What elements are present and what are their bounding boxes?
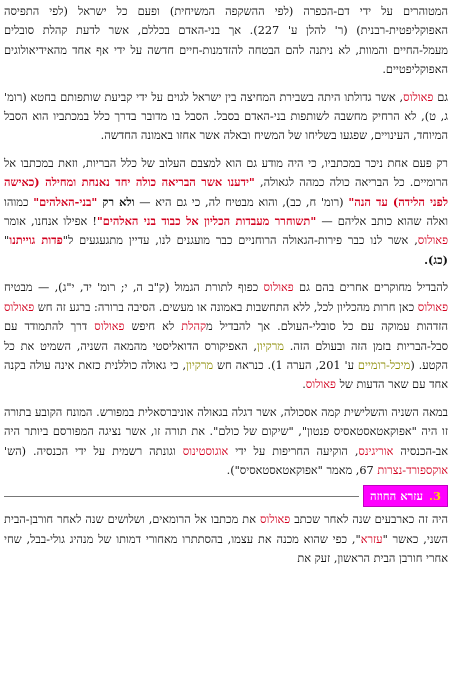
text-run: כמוהו ואלה שהוא כותב אליהם — <box>4 195 448 229</box>
text-run: , אשר לנו כבר פירות-הגאולה הרוחניים כבר מועגנים לנו, עדיין מתגעגעים ל" <box>62 234 418 248</box>
highlighted-term: מרקיון <box>256 339 284 353</box>
text-run: . <box>302 378 306 392</box>
body-text <box>4 2 448 480</box>
section-rule <box>4 496 359 497</box>
text-run: ע' 201, הערה 1). כנראה חש <box>213 358 358 372</box>
highlighted-term: אוגוסטינוס <box>182 444 229 458</box>
section-header <box>4 486 448 506</box>
section-title: עזרא החוזה <box>370 489 423 504</box>
section-number: 3. <box>428 489 441 504</box>
highlighted-term: פאולוס <box>305 378 336 392</box>
highlighted-term: פאולוס <box>94 320 125 334</box>
text-run: , כי גאולה כוללנית כזאת אינה עולה בקנה אחד עם שאר הדעות של <box>4 358 448 392</box>
paragraph <box>4 403 448 481</box>
highlighted-term: פאולוס <box>263 281 294 295</box>
text-run: רק פעם אחת ניכר במכתביו, כי היה מודע גם הוא למצבם העלוב של כלל הבריות, וזאת במכתבו אל הרומיים. כל הבריאה כולה כמהה לגאולה, <box>4 156 448 190</box>
text-run: וגונתה רשמית על ידי הכנסיה. (הש' <box>4 444 183 458</box>
highlighted-term: פדות גוייתנו <box>9 233 63 248</box>
highlighted-term: מיכל-רומיים <box>357 358 411 372</box>
paragraph <box>4 154 448 270</box>
text-run: ולא רק <box>97 194 135 209</box>
text-run: ", כפי שהוא מכנה את עצמו, בהסתתרו מאחורי דמותו של מנהיג גולי-בבל, שחי אחרי חורבן הבית הראשון, זעק את <box>4 532 448 566</box>
text-run: 67, מאמר "אפוקאטאסטאסיס"). <box>226 463 378 477</box>
highlighted-term: מרקיון <box>186 358 214 372</box>
highlighted-term: עזרא <box>360 532 383 546</box>
highlighted-term: פאולוס <box>417 234 448 248</box>
highlighted-term: פאולוס <box>260 513 291 527</box>
highlighted-term: "בני-האלהים" <box>33 194 98 209</box>
paragraph <box>4 278 448 394</box>
text-run: , אשר גדולתו היתה בשבירת המחיצה בין ישראל לגוים על ידי קביעת שותפותם בחטא (רומ' ג, ט), לא הרחיק מחשבה לשותפות בני-האדם בסבל. הסבל בו מדובר בדרך כלל במכתביו הוא הסבל המיוחד, העינויים, שפגעו בשליחו של המשיח ובאלה אשר אחזו באמונה החדשה. <box>4 90 448 143</box>
text-run: " <box>4 234 10 248</box>
paragraph-last <box>4 510 448 568</box>
text-run: כאן חרות מהכליון לכל, ללא התחשבות באמונה או מעשים. הסיבה ברורה: ברגע זה חש <box>34 300 418 314</box>
highlighted-term: קהלת <box>181 320 207 334</box>
paragraph <box>4 2 448 80</box>
text-run: דרך להתמודד עם סבל-הבריות בזמן הזה ובעולם הזה. <box>4 320 448 353</box>
text-run: היה זה כארבעים שנה לאחר שכתב <box>290 513 448 527</box>
section-title-box <box>363 485 448 507</box>
highlighted-term: "ידענו אשר הבריאה כולה יחד נאנחת ומחילה (כאישה לפני הלידה) עד הנה" <box>4 175 449 209</box>
highlighted-term: פאולוס <box>403 90 434 104</box>
text-run: המטוהרים על ידי דם-הכפרה (לפי ההשקפה המשיחית) ופעם כל ישראל (לפי התפיסה האפוקליפטית-רבנית) (ר' להלן ע' 227). אך בני-האדם בכללם, אשר לדעת קהלת סובלים מעמל-החיים והמוות, לא ניתנה להם הבטחה להזדמנות-חיים חדשה על ידי אף אחד מהאידיאולוגים האפוקליפטיים. <box>4 5 448 77</box>
text-run: , האפיקורס הדואליסטי מהמאה השניה, השמיט את כל הקטע. ( <box>4 339 448 372</box>
text-run: (רומ' ח, כב), והוא מבטיח לה, כי גם היא — <box>134 195 349 209</box>
highlighted-term: "תשוחרר מעבדות הכליון אל כבוד בני האלהים" <box>96 214 317 229</box>
text-run: (כג). <box>424 252 448 267</box>
text-run: גם <box>433 90 448 104</box>
highlighted-term: אוריגינס <box>358 444 394 458</box>
highlighted-term: אוקספורד-נצרות <box>377 463 448 477</box>
highlighted-term: פאולוס <box>417 300 448 314</box>
highlighted-term: פאולוס <box>4 300 35 314</box>
text-run: לא חיפש <box>124 320 182 334</box>
text-run: במאה השניה והשלישית קמה אסכולה, אשר דגלה בגאולה אוניברסאלית במפורש. המונח הקובע בתורה זו היה "אפוקאטאסטאסיס פנטון", "שיקום של כולם". את תורה זו, אשר נציגה המפורסם ביותר היה אב-הכנסיה <box>4 405 449 458</box>
text-run: הזדהות עמוקה עם כל סובלי-העולם. אך להבדיל מ <box>206 320 449 334</box>
text-run: , הוקיעה החריפות על ידי <box>228 444 359 458</box>
paragraph <box>4 88 448 146</box>
text-run: כפוף לתורת הגמול (ק"ב ה, י; רומ' יד, י"ג), — מבטיח <box>4 281 264 295</box>
text-run: ! אפילו אנחנו, אומר <box>4 215 97 229</box>
text-run: את מכתבו אל הרומאים, ושלושים שנה לאחר חורבן-הבית השני, כאשר " <box>4 513 448 546</box>
text-run: להבדיל מחוקרים אחרים בהם גם <box>293 281 448 295</box>
